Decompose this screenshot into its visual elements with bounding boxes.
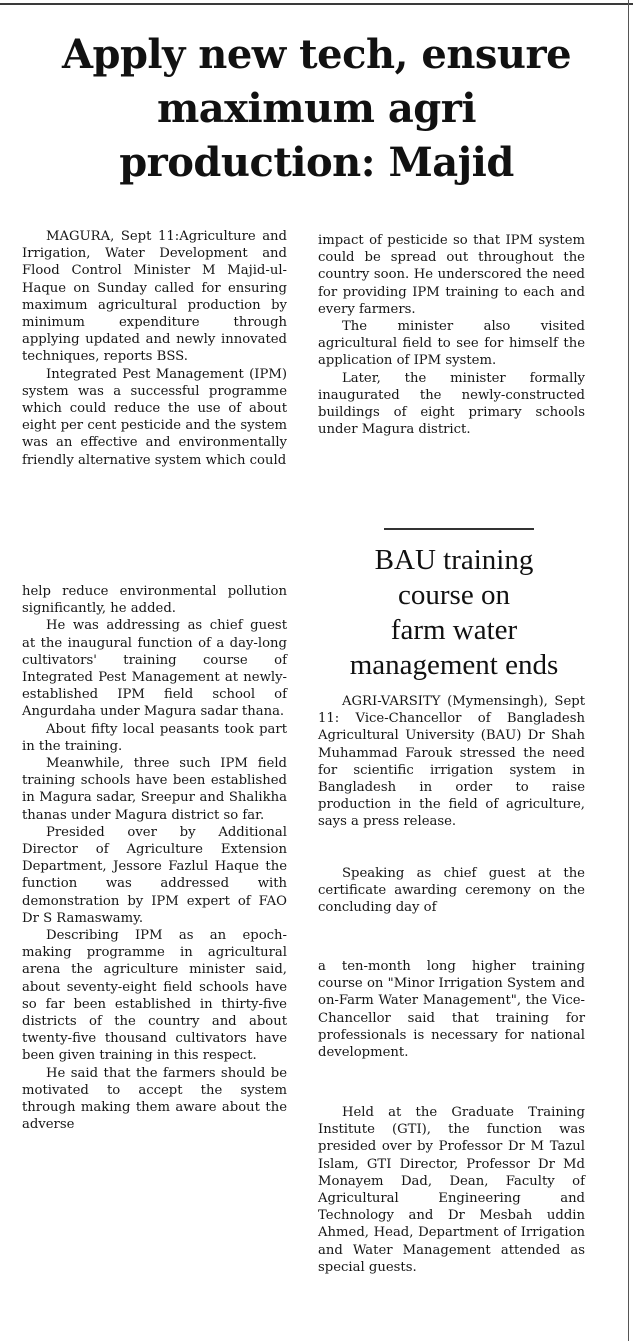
column-2-sidebar-lead xyxy=(318,693,585,831)
sidebar-paragraph: Speaking as chief guest at the certificate awarding ceremony on the concluding day of xyxy=(318,866,585,916)
article-paragraph: Later, the minister formally inaugurated the newly-constructed buildings of eight primary schools under Magura district. xyxy=(318,370,585,438)
article-paragraph: He was addressing as chief guest at the inaugural function of a day-long cultivators' training course of Integrated Pest Management at newly-established IPM field school of Angurdaha under Magura sadar thana. xyxy=(22,618,287,720)
column-1-bottom xyxy=(22,583,287,1134)
column-2-top xyxy=(318,232,585,438)
article-paragraph: Integrated Pest Management (IPM) system was a successful programme which could reduce the use of about eight per cent pesticide and the system was an effective and environmentally friendly alternative system which could xyxy=(22,366,287,468)
column-2-sidebar-cont xyxy=(318,958,585,1061)
top-rule xyxy=(0,3,633,5)
lead-text: Agriculture and Irrigation, Water Development and Flood Control Minister M Majid-ul-Haque on Sunday called for ensuring maximum agricultural production by minimum expenditure through applying updated and newly innovated techniques, reports BSS. xyxy=(22,229,287,365)
article-paragraph: He said that the farmers should be motivated to accept the system through making them aware about the adverse xyxy=(22,1065,287,1133)
section-divider xyxy=(384,528,534,530)
sidebar-headline xyxy=(318,543,590,683)
sidebar-paragraph: Held at the Graduate Training Institute (GTI), the function was presided over by Professor Dr M Tazul Islam, GTI Director, Professor Dr Md Monayem Dad, Dean, Faculty of Agricultural Engineering and Technology and Dr Mesbah uddin Ahmed, Head, Department of Irrigation and Water Management attended as special guests. xyxy=(318,1105,585,1275)
article-paragraph: The minister also visited agricultural field to see for himself the application of IPM system. xyxy=(318,319,585,369)
sidebar-headline-line-4: management ends xyxy=(349,649,559,681)
article-paragraph: impact of pesticide so that IPM system could be spread out throughout the country soon. He underscored the need for providing IPM training to each and every farmers. xyxy=(318,233,585,317)
sidebar-headline-line-2: course on xyxy=(398,579,510,611)
column-1-top xyxy=(22,228,287,469)
article-paragraph: Describing IPM as an epoch-making programme in agricultural arena the agriculture minister said, about seventy-eight field schools have so far been established in thirty-five districts of the country and about twenty-five thousand cultivators have been given training in this respect. xyxy=(22,928,287,1064)
article-paragraph: help reduce environmental pollution significantly, he added. xyxy=(22,584,287,617)
headline-line-1: Apply new tech, ensure xyxy=(61,31,572,78)
column-2-sidebar-mid xyxy=(318,865,585,917)
article-paragraph xyxy=(22,228,287,366)
right-column-rule xyxy=(628,0,629,1341)
sidebar-headline-line-1: BAU training xyxy=(374,544,534,576)
article-headline xyxy=(20,28,613,190)
headline-line-2: maximum agri xyxy=(156,85,477,132)
sidebar-headline-line-3: farm water xyxy=(390,614,518,646)
article-paragraph: Meanwhile, three such IPM field training schools have been established in Magura sadar, Sreepur and Shalikha thanas under Magura district so far. xyxy=(22,756,287,823)
article-paragraph: Presided over by Additional Director of Agriculture Extension Department, Jessore Fazlul Haque the function was addressed with demonstration by IPM expert of FAO Dr S Ramaswamy. xyxy=(22,824,287,926)
dateline: MAGURA, Sept 11: xyxy=(46,229,180,244)
article-paragraph: About fifty local peasants took part in the training. xyxy=(22,721,287,754)
sidebar-paragraph: a ten-month long higher training course on "Minor Irrigation System and on-Farm Water Management", the Vice-Chancellor said that training for professionals is necessary for national development. xyxy=(318,959,585,1061)
sidebar-paragraph: AGRI-VARSITY (Mymensingh), Sept 11: Vice-Chancellor of Bangladesh Agricultural University (BAU) Dr Shah Muhammad Farouk stressed the need for scientific irrigation system in Bangladesh in order to raise production in the field of agriculture, says a press release. xyxy=(318,694,585,830)
column-2-sidebar-end xyxy=(318,1104,585,1276)
headline-line-3: production: Majid xyxy=(119,139,514,186)
